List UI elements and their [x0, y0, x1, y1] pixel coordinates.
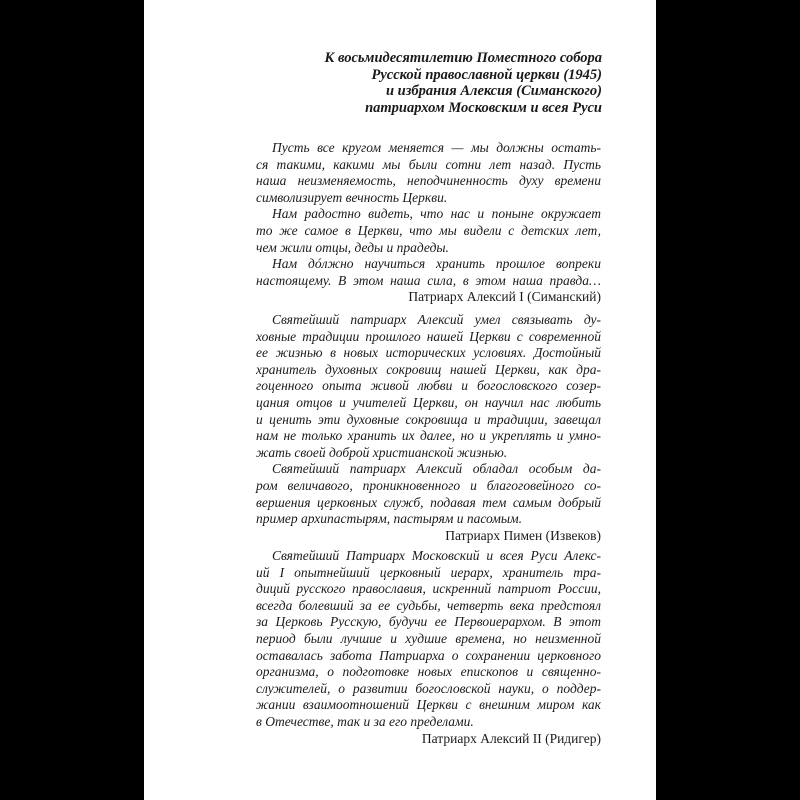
quote-author: Патриарх Пимен (Извеков) — [445, 527, 601, 543]
dedication-line: и избрания Алексия (Симанского) — [385, 83, 602, 99]
quote-line: вершения церковных служб, подавая тем самым добрый — [256, 494, 601, 510]
quote-line: ся такими, какими мы были сотни лет назад. Пусть — [256, 156, 601, 172]
quote-line: ховные традиции прошлого нашей Церкви с современной — [256, 328, 601, 344]
quote-line: диций русского православия, искренний патриот России, — [256, 581, 601, 597]
book-page — [144, 0, 656, 800]
quote-line: ий I опытнейший церковный иерарх, хранитель тра- — [256, 564, 601, 580]
quote-alexy-ii — [256, 548, 601, 747]
quote-line: Нам радостно видеть, что нас и поныне окружает — [272, 206, 601, 222]
quote-line: нам не только хранить их далее, но и укреплять и умно- — [256, 428, 601, 444]
quote-line: ее жизнью в новых исторических условиях. Достойный — [256, 345, 601, 361]
quote-line: наша неизменяемость, неподчиненность духу времени — [256, 173, 601, 189]
dedication-line: Русской православной церкви (1945) — [371, 66, 602, 83]
quote-line: Святейший Патриарх Московский и всея Руси Алекс- — [272, 548, 601, 563]
quote-line: Пусть все кругом меняется — мы должны остать- — [272, 140, 601, 155]
quote-line: ром величавого, проникновенного и благоговейного со- — [256, 477, 601, 493]
quote-alexy-i — [256, 140, 601, 306]
quote-line: и ценить эти духовные сокровища и традиции, завещал — [256, 411, 601, 427]
quote-line: Нам дóлжно научиться хранить прошлое вопреки — [272, 256, 601, 272]
quote-author: Патриарх Алексий I (Симанский) — [408, 289, 601, 305]
quote-line: то же самое в Церкви, что мы видели с детских лет, — [256, 222, 601, 238]
quote-line: в Отечестве, так и за его пределами. — [256, 713, 474, 729]
quote-line: за Церковь Русскую, будучи ее Первоиерархом. В этот — [256, 614, 601, 630]
quote-line: символизирует вечность Церкви. — [256, 189, 448, 205]
quote-pimen — [256, 312, 601, 544]
quote-line: жании взаимоотношений Церкви с внешним миром как — [256, 697, 601, 713]
quote-line: организма, о подготовке новых епископов и священно- — [256, 664, 601, 680]
quote-line: оставалась забота Патриарха о сохранении церковного — [256, 647, 601, 663]
quote-line: чем жили отцы, деды и прадеды. — [256, 239, 449, 255]
dedication-heading — [282, 50, 602, 116]
quote-author: Патриарх Алексий II (Ридигер) — [421, 730, 601, 746]
quote-line: жать своей доброй христианской жизнью. — [256, 444, 508, 460]
right-black-margin — [656, 0, 800, 800]
quote-line: пример архипастырям, пастырям и пасомым. — [256, 511, 523, 527]
quote-line: Святейший патриарх Алексий обладал особым да- — [272, 461, 601, 477]
quote-line: цания отцов и учителей Церкви, он научил нас любить — [256, 394, 601, 410]
dedication-line: К восьмидесятилетию Поместного собора — [324, 50, 602, 66]
quote-line: всегда болевший за ее судьбы, четверть века предстоял — [256, 597, 601, 613]
quote-line: Святейший патриарх Алексий умел связывать ду- — [272, 312, 601, 327]
quote-line: служителей, о развитии богословской науки, о поддер- — [256, 680, 601, 696]
left-black-margin — [0, 0, 144, 800]
quote-line: настоящему. В этом наша сила, в этом наша правда… — [256, 272, 601, 288]
quote-line: период были лучшие и худшие времена, но неизменной — [256, 630, 601, 646]
quote-line: хранитель духовных сокровищ нашей Церкви, как дра- — [256, 361, 601, 377]
dedication-line: патриархом Московским и всея Руси — [365, 99, 602, 116]
quote-line: гоценного опыта живой любви и богословского созер- — [256, 378, 601, 394]
